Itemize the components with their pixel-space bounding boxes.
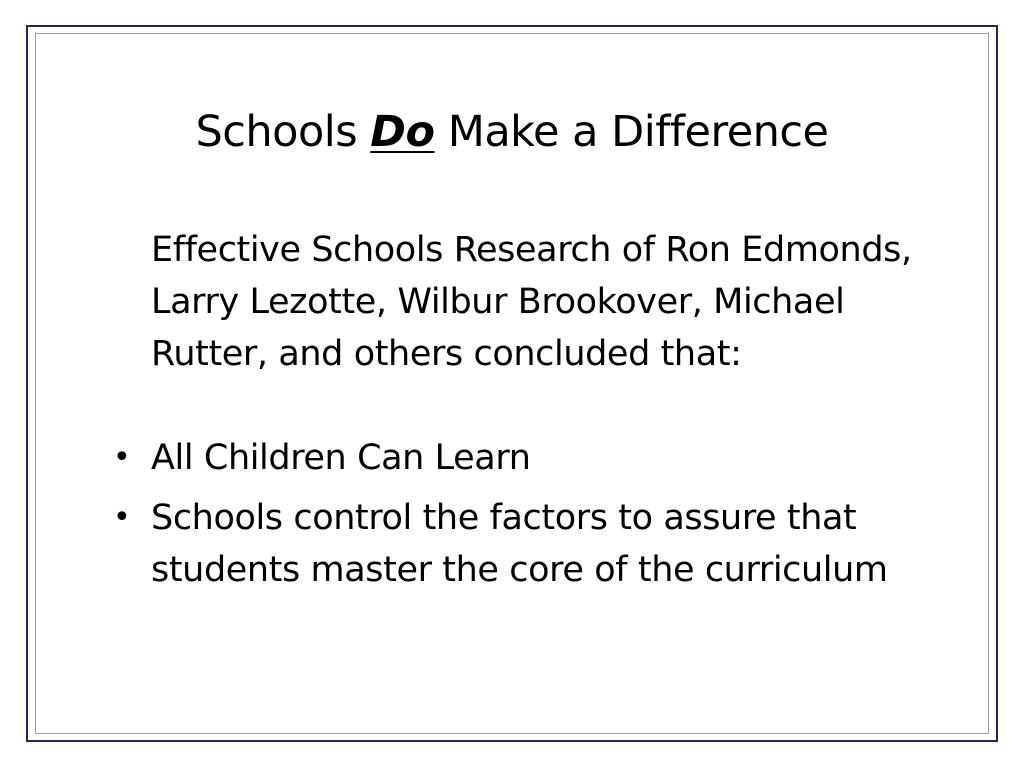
bullet-marker: • [113,440,131,475]
bullet-item [113,492,933,596]
bullet-marker: • [113,500,131,535]
bullet-item [113,432,933,484]
bullet-text: All Children Can Learn [151,438,531,478]
bullet-text: Schools control the factors to assure that students master the core of the curriculum [151,498,888,590]
title-part-1: Schools [195,107,371,157]
intro-paragraph: Effective Schools Research of Ron Edmonds, Larry Lezotte, Wilbur Brookover, Michael Rutter, and others concluded that: [151,230,912,374]
bullet-list [113,432,933,604]
title-part-2: Make a Difference [434,107,829,157]
slide-title [0,102,1024,162]
title-emphasis: Do [370,107,435,157]
